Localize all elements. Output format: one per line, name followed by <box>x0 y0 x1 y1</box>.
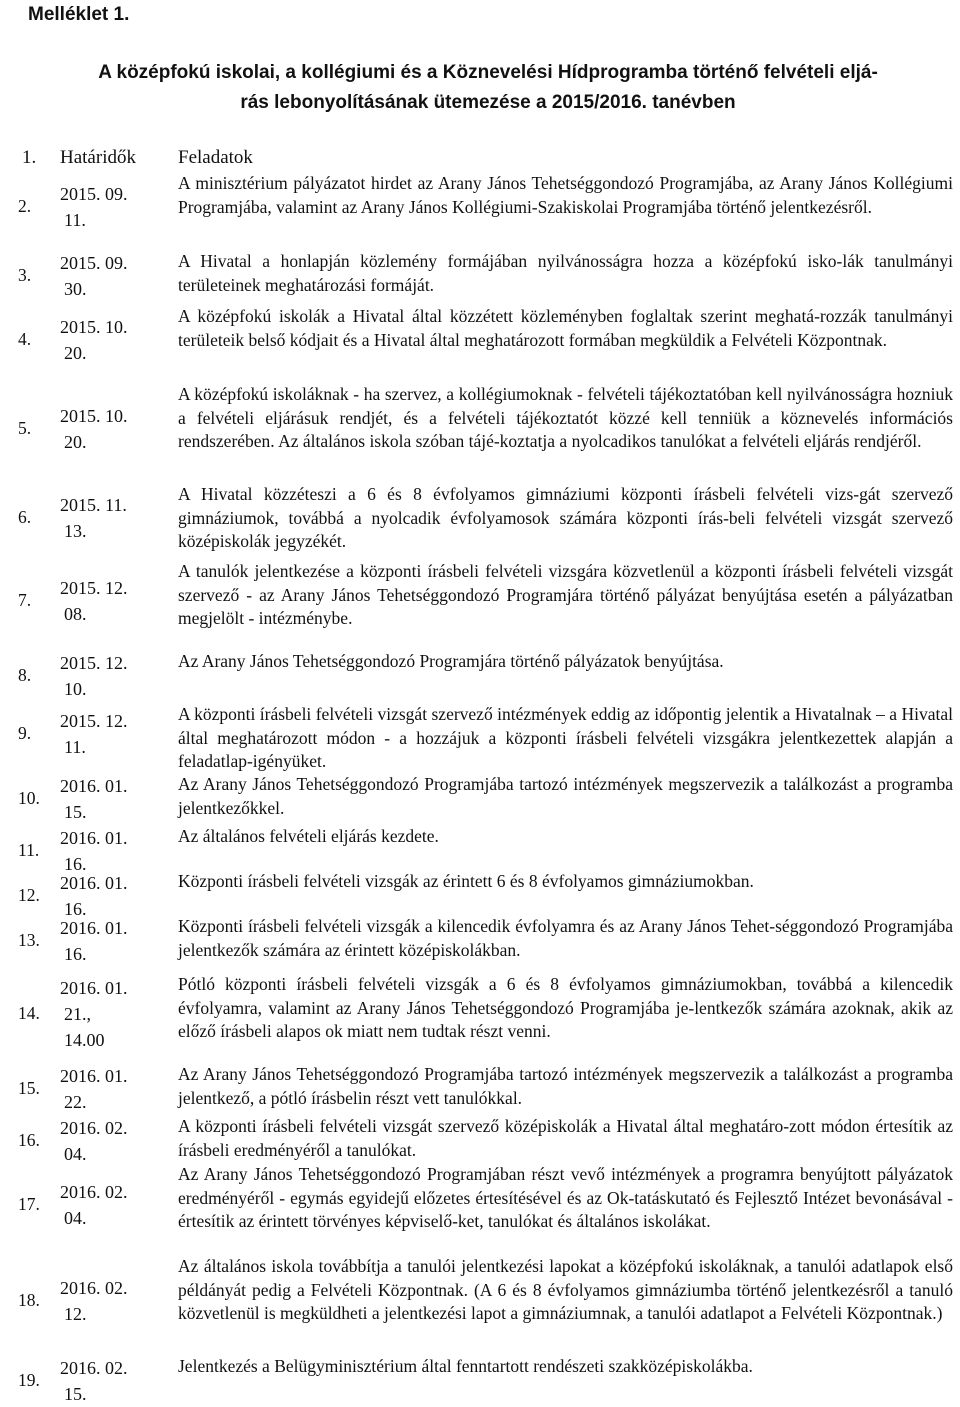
deadline-line: 12. <box>64 1304 87 1324</box>
table-row <box>0 703 960 773</box>
row-task: A Hivatal közzéteszi a 6 és 8 évfolyamos gimnáziumi központi írásbeli felvételi vizs-gát szervező gimnáziumok, továbbá a nyolcadik évfolyamosok számára központi írás-beli felvételi vizsgát szervező középiskolák jegyzékét. <box>178 484 953 551</box>
deadline-line: 20. <box>64 343 87 363</box>
row-deadline <box>60 1355 170 1407</box>
deadline-line: 2016. 01. <box>60 873 128 893</box>
header-deadline: Határidők <box>60 147 136 168</box>
deadline-line: 20. <box>64 432 87 452</box>
table-row <box>0 1355 960 1404</box>
deadline-line: 04. <box>64 1144 87 1164</box>
deadline-line: 2016. 02. <box>60 1278 128 1298</box>
deadline-line: 2015. 09. <box>60 253 128 273</box>
row-number: 14. <box>18 1003 40 1023</box>
table-row <box>0 560 960 650</box>
row-number: 16. <box>18 1130 40 1150</box>
table-row <box>0 483 960 560</box>
row-deadline <box>60 314 170 366</box>
table-row <box>0 250 960 305</box>
row-deadline <box>60 1275 170 1327</box>
header-number: 1. <box>22 147 37 168</box>
row-number: 13. <box>18 930 40 950</box>
deadline-line: 2016. 01. <box>60 918 128 938</box>
header-task: Feladatok <box>178 147 253 168</box>
table-row <box>0 650 960 703</box>
row-number: 18. <box>18 1290 40 1310</box>
row-task: Központi írásbeli felvételi vizsgák az érintett 6 és 8 évfolyamos gimnáziumokban. <box>178 871 754 891</box>
deadline-line: 30. <box>64 279 87 299</box>
deadline-line: 2016. 02. <box>60 1118 128 1138</box>
deadline-line: 21., <box>64 1004 91 1024</box>
row-number: 5. <box>18 418 32 438</box>
row-number: 17. <box>18 1194 40 1214</box>
deadline-line: 14.00 <box>64 1030 105 1050</box>
deadline-line: 08. <box>64 604 87 624</box>
deadline-line: 10. <box>64 679 87 699</box>
row-task: A központi írásbeli felvételi vizsgát szervező intézmények eddig az időpontig jelentik a Hivatalnak – a Hivatal által meghatározott módon - a hozzájuk a központi írásbeli felvételi vizsgákra jelentkezettek alapján a feladatlap-igényüket. <box>178 704 953 771</box>
row-task: Az Arany János Tehetséggondozó Programjában részt vevő intézmények a programra benyújtott pályázatok eredményéről - egymás egyidejű előzetes értesítésével és az Ok-tatáskutató és Fejlesztő Intézet bevonásával - értesítik az érintett törvényes képviselő-ket, tanulókat és általános iskolákat. <box>178 1164 953 1231</box>
deadline-line: 2016. 01. <box>60 828 128 848</box>
row-deadline <box>60 492 170 544</box>
row-number: 19. <box>18 1370 40 1390</box>
deadline-line: 2015. 09. <box>60 184 128 204</box>
row-task: Pótló központi írásbeli felvételi vizsgák a 6 és 8 évfolyamos gimnáziumokban, továbbá a kilencedik évfolyamra, valamint az Arany János Tehetséggondozó Programjába je-lentkezők számára azoknak, akik az előző írásbeli alapos ok miatt nem tudtak részt venni. <box>178 974 953 1041</box>
deadline-line: 16. <box>64 854 87 874</box>
row-task: A tanulók jelentkezése a központi írásbeli felvételi vizsgára közvetlenül a központi írásbeli felvételi vizsgát szervező - az Arany János Tehetséggondozó Programjára történő pályázat benyújtása esetén a pályázatban megjelölt - intézménybe. <box>178 561 953 628</box>
table-row <box>0 1115 960 1163</box>
row-number: 11. <box>18 840 40 860</box>
row-number: 6. <box>18 507 32 527</box>
deadline-line: 22. <box>64 1092 87 1112</box>
row-deadline <box>60 403 170 455</box>
deadline-line: 04. <box>64 1208 87 1228</box>
annex-label: Melléklet 1. <box>28 4 130 25</box>
document-title-line-2: rás lebonyolításának ütemezése a 2015/2016. tanévben <box>240 92 736 113</box>
row-deadline <box>60 575 170 627</box>
table-row <box>0 915 960 973</box>
deadline-line: 2016. 02. <box>60 1358 128 1378</box>
table-row <box>0 1063 960 1115</box>
row-task: A Hivatal a honlapján közlemény formájában nyilvánosságra hozza a középfokú isko-lák tanulmányi területeinek meghatározási formáját. <box>178 251 953 295</box>
deadline-line: 11. <box>64 737 86 757</box>
row-deadline <box>60 975 170 1053</box>
row-deadline <box>60 181 170 233</box>
row-deadline <box>60 915 170 967</box>
row-task: A középfokú iskolák a Hivatal által közzétett közleményben foglaltak szerint meghatá-rozzák tanulmányi területeik belső kódjait és a Hivatal által meghatározott formában megküldik a Felvételi Központnak. <box>178 306 953 350</box>
row-number: 2. <box>18 196 32 216</box>
row-task: Az Arany János Tehetséggondozó Programjába tartozó intézmények megszervezik a találkozást a programba jelentkezőkkel. <box>178 774 953 818</box>
table-row <box>0 825 960 874</box>
deadline-line: 2016. 01. <box>60 1066 128 1086</box>
row-number: 7. <box>18 590 32 610</box>
deadline-line: 2016. 01. <box>60 776 128 796</box>
deadline-line: 11. <box>64 210 86 230</box>
deadline-line: 15. <box>64 1384 87 1404</box>
deadline-line: 15. <box>64 802 87 822</box>
row-deadline <box>60 1115 170 1167</box>
row-task: Jelentkezés a Belügyminisztérium által fenntartott rendészeti szakközépiskolákba. <box>178 1356 753 1376</box>
table-row <box>0 973 960 1063</box>
row-number: 4. <box>18 329 32 349</box>
row-number: 10. <box>18 788 40 808</box>
row-number: 9. <box>18 723 32 743</box>
row-deadline <box>60 773 170 825</box>
row-deadline <box>60 650 170 702</box>
row-task: A minisztérium pályázatot hirdet az Arany János Tehetséggondozó Programjába, az Arany János Kollégiumi Programjába, valamint az Arany János Kollégiumi-Szakiskolai Programjába történő jelentkezésről. <box>178 173 953 217</box>
deadline-line: 16. <box>64 944 87 964</box>
table-row <box>0 383 960 483</box>
row-deadline <box>60 1063 170 1115</box>
row-task: A központi írásbeli felvételi vizsgát szervező középiskolák a Hivatal által meghatáro-zott módon értesítik az írásbeli eredményéről a tanulókat. <box>178 1116 953 1160</box>
row-number: 8. <box>18 665 32 685</box>
deadline-line: 2015. 10. <box>60 317 128 337</box>
deadline-line: 2016. 02. <box>60 1182 128 1202</box>
deadline-line: 13. <box>64 521 87 541</box>
deadline-line: 2015. 10. <box>60 406 128 426</box>
deadline-line: 2015. 12. <box>60 711 128 731</box>
deadline-line: 2015. 12. <box>60 653 128 673</box>
row-task: A középfokú iskoláknak - ha szervez, a kollégiumoknak - felvételi tájékoztatóban kell nyilvánosságra hozniuk a felvételi eljárásuk rendjét, és a felvételi tájékoztatót közzé kell tenniük a köznevelés információs rendszerében. Az általános iskola szóban tájé-koztatja a nyolcadikos tanulókat a felvételi eljárás rendjéről. <box>178 384 953 451</box>
row-number: 15. <box>18 1078 40 1098</box>
table-row <box>0 1255 960 1355</box>
row-deadline <box>60 1179 170 1231</box>
row-task: Az Arany János Tehetséggondozó Programjára történő pályázatok benyújtása. <box>178 651 724 671</box>
row-task: Az általános iskola továbbítja a tanulói jelentkezési lapokat a középfokú iskoláknak, a tanulói adatlapok első példányát pedig a Felvételi Központnak. (A 6 és 8 évfolyamos gimnáziumba történő jelentkezésről a tanuló közvetlenül is megküldheti a jelentkezési lapot a gimnáziumnak, a tanulói adatlapot a Felvételi Központnak.) <box>178 1256 953 1323</box>
row-deadline <box>60 250 170 302</box>
row-number: 3. <box>18 265 32 285</box>
table-row <box>0 870 960 919</box>
row-deadline <box>60 708 170 760</box>
deadline-line: 2015. 12. <box>60 578 128 598</box>
row-task: Az általános felvételi eljárás kezdete. <box>178 826 439 846</box>
table-row <box>0 305 960 383</box>
deadline-line: 2016. 01. <box>60 978 128 998</box>
document-title-line-1: A középfokú iskolai, a kollégiumi és a Köznevelési Hídprogramba történő felvételi eljá- <box>98 62 878 83</box>
deadline-line: 2015. 11. <box>60 495 127 515</box>
table-row <box>0 1163 960 1255</box>
deadline-line: 16. <box>64 899 87 919</box>
row-task: Az Arany János Tehetséggondozó Programjába tartozó intézmények megszervezik a találkozást a programba jelentkező, a pótló írásbelin részt vett tanulókkal. <box>178 1064 953 1108</box>
table-row <box>0 773 960 825</box>
table-row <box>0 172 960 250</box>
row-task: Központi írásbeli felvételi vizsgák a kilencedik évfolyamra és az Arany János Tehet-séggondozó Programjába jelentkezők számára az érintett középiskolákban. <box>178 916 953 960</box>
row-number: 12. <box>18 885 40 905</box>
